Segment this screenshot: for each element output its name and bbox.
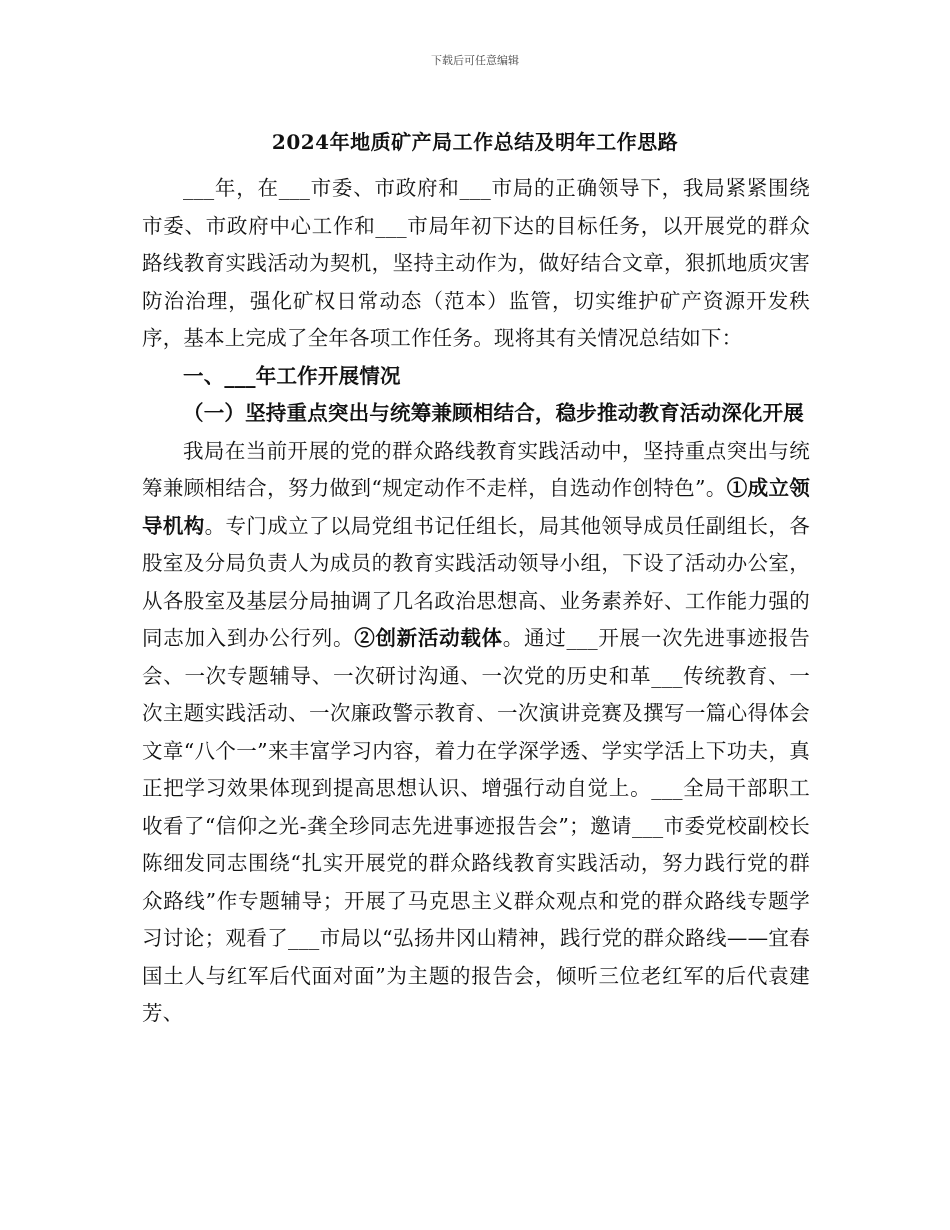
header-note: 下载后可任意编辑 [431,54,519,67]
item1-label: ①成立领导机构 [142,476,810,538]
document-body [142,170,810,1033]
body-start-text: 我局在当前开展的党的群众路线教育实践活动中，坚持重点突出与统筹兼顾相结合，努力做到“规定动作不走样，自选动作创特色”。 [142,438,810,500]
item2-label: ②创新活动载体 [354,626,503,650]
section-heading: 一、___年工作开展情况 [183,363,401,388]
document-title: 2024年地质矿产局工作总结及明年工作思路 [271,130,679,154]
item1-text: 。专门成立了以局党组书记任组长，局其他领导成员任副组长，各股室及分局负责人为成员的教育实践活动领导小组，下设了活动办公室，从各股室及基层分局抽调了几名政治思想高、业务素养好、工作能力强的同志加入到办公行列。 [142,513,810,650]
body-paragraph [142,433,810,1033]
item2-text: 。通过___开展一次先进事迹报告会、一次专题辅导、一次研讨沟通、一次党的历史和革___传统教育、一次主题实践活动、一次廉政警示教育、一次演讲竞赛及撰写一篇心得体会文章“八个一”来丰富学习内容，着力在学深学透、学实学活上下功夫，真正把学习效果体现到提高思想认识、增强行动自觉上。___全局干部职工收看了“信仰之光-龚全珍同志先进事迹报告会”；邀请___市委党校副校长陈细发同志围绕“扎实开展党的群众路线教育实践活动，努力践行党的群众路线”作专题辅导；开展了马克思主义群众观点和党的群众路线专题学习讨论；观看了___市局以“弘扬井冈山精神，践行党的群众路线——宜春国土人与红军后代面对面”为主题的报告会，倾听三位老红军的后代袁建芳、 [142,626,811,1025]
subsection-heading: （一）坚持重点突出与统筹兼顾相结合，稳步推动教育活动深化开展 [183,401,804,425]
intro-paragraph: ___年，在___市委、市政府和___市局的正确领导下，我局紧紧围绕市委、市政府中心工作和___市局年初下达的目标任务，以开展党的群众路线教育实践活动为契机，坚持主动作为，做好结合文章，狠抓地质灾害防治治理，强化矿权日常动态（范本）监管，切实维护矿产资源开发秩序，基本上完成了全年各项工作任务。现将其有关情况总结如下： [142,176,810,350]
